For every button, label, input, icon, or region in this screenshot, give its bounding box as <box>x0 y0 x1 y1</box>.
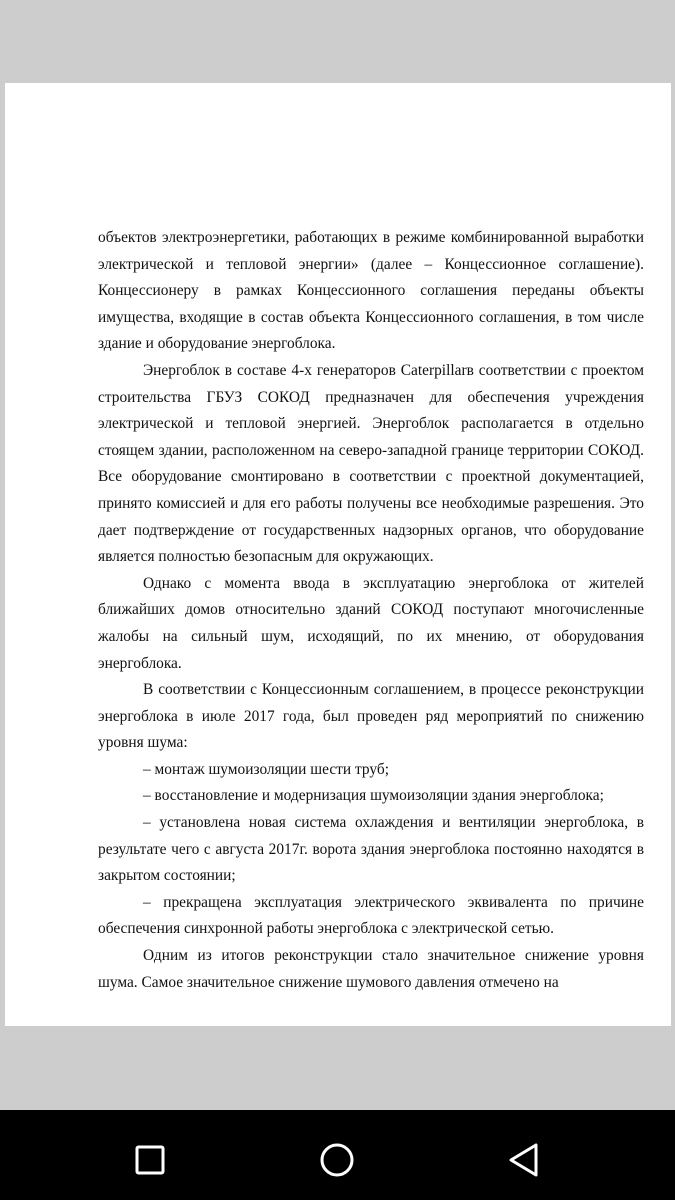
triangle-back-icon <box>506 1142 542 1178</box>
document-page <box>5 83 671 1026</box>
square-recent-apps-icon <box>134 1144 166 1176</box>
list-item-1: – монтаж шумоизоляции шести труб; <box>143 760 389 778</box>
paragraph-3: Однако с момента ввода в эксплуатацию энергоблока от жителей ближайших домов относительно зданий СОКОД поступают многочисленные жалобы на сильный шум, исходящий, по их мнению, от оборудования энергоблока. <box>98 574 644 672</box>
paragraph-2: Энергоблок в составе 4-х генераторов Caterpillarв соответствии с проектом строительства ГБУЗ СОКОД предназначен для обеспечения учреждения электрической и тепловой энергией. Энергоблок располагается в отдельно стоящем здании, расположенном на северо-западной границе территории СОКОД. Все оборудование смонтировано в соответствии с проектной документацией, принято комиссией и для его работы получены все необходимые разрешения. Это дает подтверждение от государственных надзорных органов, что оборудование является полностью безопасным для окружающих. <box>98 361 644 566</box>
list-item-3: – установлена новая система охлаждения и вентиляции энергоблока, в результате чего с августа 2017г. ворота здания энергоблока постоянно находятся в закрытом состоянии; <box>98 814 644 885</box>
paragraph-4: В соответствии с Концессионным соглашением, в процессе реконструкции энергоблока в июле 2017 года, был проведен ряд мероприятий по снижению уровня шума: <box>98 681 644 752</box>
back-button[interactable] <box>494 1130 554 1190</box>
list-item-2: – восстановление и модернизация шумоизоляции здания энергоблока; <box>143 787 604 805</box>
system-navigation-bar <box>0 1110 675 1200</box>
paragraph-5: Одним из итогов реконструкции стало значительное снижение уровня шума. Самое значительное снижение шумового давления отмечено на <box>98 947 644 991</box>
recent-apps-button[interactable] <box>120 1130 180 1190</box>
page-text <box>98 225 644 996</box>
home-button[interactable] <box>307 1130 367 1190</box>
list-item-4: – прекращена эксплуатация электрического эквивалента по причине обеспечения синхронной работы энергоблока с электрической сетью. <box>98 893 644 938</box>
paragraph-1: объектов электроэнергетики, работающих в режиме комбинированной выработки электрической и тепловой энергии» (далее – Концессионное соглашение). Концессионеру в рамках Концессионного соглашения переданы объекты имущества, входящие в состав объекта Концессионного соглашения, в том числе здание и оборудование энергоблока. <box>98 229 644 353</box>
circle-home-icon <box>319 1142 355 1178</box>
